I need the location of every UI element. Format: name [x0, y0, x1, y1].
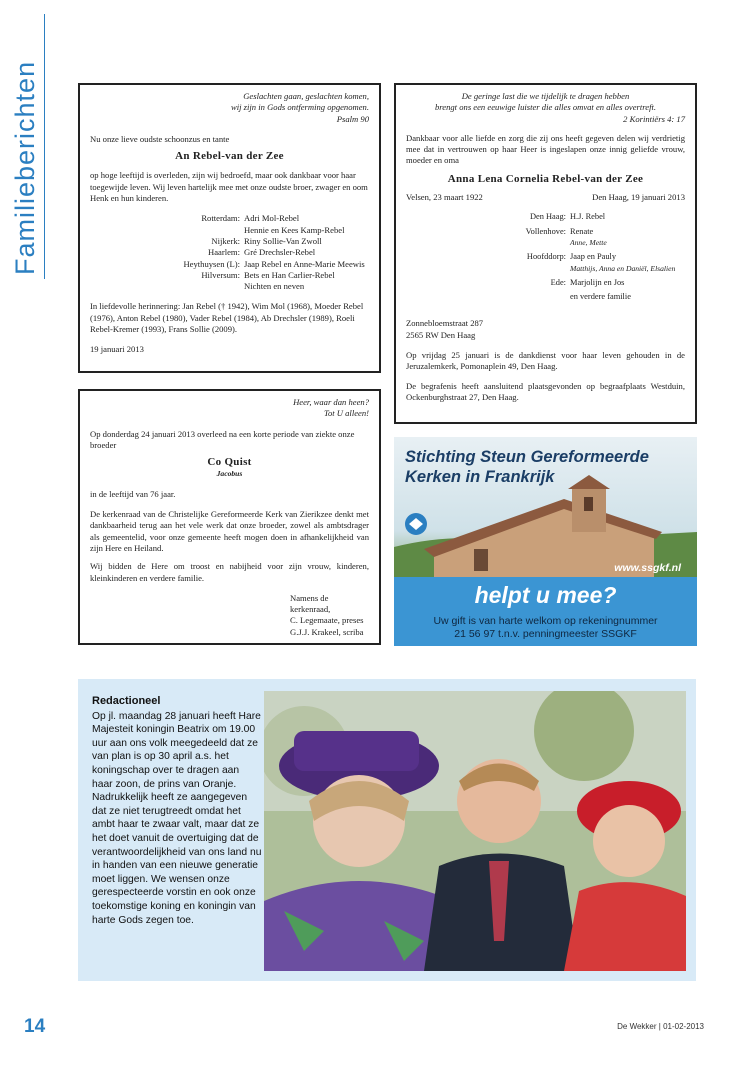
- body: Wij bidden de Here om troost en nabijheid voor zijn vrouw, kinderen, kleinkinderen en verdere familie.: [90, 561, 369, 583]
- motto-line: brengt ons een eeuwige luister die alles omvat en alles overtreft.: [434, 102, 657, 113]
- family-row: Anne, Mette: [570, 237, 607, 247]
- signature: [90, 593, 369, 638]
- publication-footer: De Wekker | 01-02-2013: [617, 1022, 704, 1031]
- deceased-subname: Jacobus: [216, 469, 243, 479]
- section-title: Familieberichten: [10, 60, 40, 275]
- relative-row: Nijkerk: Riny Sollie-Van Zwoll: [211, 235, 322, 246]
- deceased-name: Anna Lena Cornelia Rebel-van der Zee: [447, 172, 644, 185]
- relative-row: Hilversum: Bets en Han Carlier-Rebel: [201, 269, 335, 280]
- deceased-name: An Rebel-van der Zee: [175, 150, 284, 163]
- deceased-name: Co Quist: [207, 456, 252, 469]
- page-number: 14: [24, 1016, 46, 1037]
- intro: Op donderdag 24 januari 2013 overleed na een korte periode van ziekte onze broeder: [90, 428, 355, 450]
- editorial-body: Op jl. maandag 28 januari heeft Hare Majesteit koningin Beatrix om 19.00 uur aan ons volk meegedeeld dat ze van plan is op 30 april a.s. het koningschap over te dragen aan haar zoon, de prins van Oranje. Nadrukkelijk heeft ze aangegeven dat ze niet terugtreedt omdat het ambt haar te zwaar valt, maar dat ze het doet vanuit de overtuiging dat de verantwoordelijkheid van ons land nu in handen van een nieuwe generatie moet liggen. We wensen onze gerespecteerde vorstin en ook onze toekomstige koning en koningin van harte Gods zegen toe.: [92, 710, 262, 926]
- family-row: Den Haag: H.J. Rebel: [529, 212, 606, 222]
- signature-line: Namens de kerkenraad,: [290, 592, 331, 615]
- motto-source: Psalm 90: [336, 113, 369, 124]
- relative-row: Haarlem: Gré Drechsler-Rebel: [208, 247, 316, 258]
- motto-line: Tot U alleen!: [323, 408, 369, 419]
- advert-title: Stichting Steun Gereformeerde Kerken in Frankrijk: [405, 448, 649, 486]
- editorial-panel: [78, 679, 696, 981]
- motto-line: Heer, waar dan heen?: [293, 397, 369, 407]
- motto-line: wij zijn in Gods ontferming opgenomen.: [231, 102, 369, 113]
- editorial-text: [92, 695, 262, 927]
- signature-line: G.J.J. Krakeel, scriba: [290, 626, 364, 637]
- body: op hoge leeftijd is overleden, zijn wij bedroefd, maar ook dankbaar voor haar toegewijde leven. Wij leven hartelijk mee met onze oudste broer, zwager en oom Henk en hun kinderen.: [90, 170, 368, 204]
- advert-website[interactable]: www.ssgkf.nl: [614, 562, 681, 574]
- advert-line: Uw gift is van harte welkom op rekeningnummer: [433, 615, 658, 627]
- service: Op vrijdag 25 januari is de dankdienst voor haar leven gehouden in de Jeruzalemkerk, Pomonaplein 49, Den Haag.: [406, 350, 685, 372]
- date: 19 januari 2013: [90, 344, 144, 355]
- relative-row: Nichten en neven: [244, 281, 305, 292]
- memory: In liefdevolle herinnering: Jan Rebel († 1942), Wim Mol (1968), Moeder Rebel (1976), Anton Rebel (1980), Vader Rebel (1984), Ab Drechsler (1989), Roeli Rebel-Kremer (1993), Frans Sollie (2009).: [90, 301, 364, 335]
- advert-cta: helpt u mee?: [474, 582, 617, 608]
- family-list: [406, 211, 685, 302]
- body: De kerkenraad van de Christelijke Gereformeerde Kerk van Zierikzee denkt met dankbaarheid terug aan het vele werk dat onze broeder, zowel als ambtsdrager als gemeentelid, voor onze gemeente heeft mogen doen in afhankelijkheid van zijn Here en Heiland.: [90, 509, 369, 553]
- relative-row: Hennie en Kees Kamp-Rebel: [244, 224, 345, 235]
- photo-illustration: [264, 691, 686, 971]
- intro: Nu onze lieve oudste schoonzus en tante: [90, 133, 230, 144]
- editorial-heading: Redactioneel: [92, 695, 161, 707]
- family-row: Matthijs, Anna en Daniël, Elsalien: [570, 263, 676, 273]
- obituary-an-rebel: [78, 83, 381, 373]
- family-row: Ede: Marjolijn en Jos: [550, 277, 625, 287]
- motto-source: 2 Korintiërs 4: 17: [623, 113, 685, 124]
- burial: De begrafenis heeft aansluitend plaatsgevonden op begraafplaats Westduin, Ockenburghstraat 27, Den Haag.: [406, 380, 685, 402]
- born: Velsen, 23 maart 1922: [406, 192, 483, 203]
- died: Den Haag, 19 januari 2013: [592, 192, 685, 203]
- motto-line: De geringe last die we tijdelijk te dragen hebben: [461, 91, 630, 101]
- intro: Dankbaar voor alle liefde en zorg die zij ons heeft gegeven delen wij verdrietig mee dat in vertrouwen op haar Heer is ingeslapen onze innig geliefde vrouw, moeder en oma: [406, 132, 685, 166]
- address-line: Zonnebloemstraat 287: [406, 318, 484, 329]
- relative-row: Heythuysen (L): Jaap Rebel en Anne-Marie Meewis: [183, 258, 365, 269]
- family-row: Hoofddorp: Jaap en Pauly: [526, 252, 617, 262]
- obituary-anna-rebel: [394, 83, 697, 424]
- dove-logo: [405, 513, 427, 535]
- family-row: en verdere familie: [570, 292, 631, 302]
- age: in de leeftijd van 76 jaar.: [90, 488, 176, 499]
- advert-line: 21 56 97 t.n.v. penningmeester SSGKF: [454, 628, 637, 640]
- address-line: 2565 RW Den Haag: [406, 329, 476, 340]
- motto-line: Geslachten gaan, geslachten komen,: [243, 91, 369, 101]
- obituary-co-quist: [78, 389, 381, 645]
- relatives-list: [90, 213, 369, 292]
- relative-row: Rotterdam: Adri Mol-Rebel: [201, 213, 300, 224]
- royal-photo: [264, 691, 686, 971]
- ssgkf-advert[interactable]: [394, 437, 697, 646]
- signature-line: C. Legemaate, preses: [290, 615, 364, 626]
- family-row: Vollenhove: Renate: [525, 226, 594, 236]
- dates-row: [406, 192, 685, 203]
